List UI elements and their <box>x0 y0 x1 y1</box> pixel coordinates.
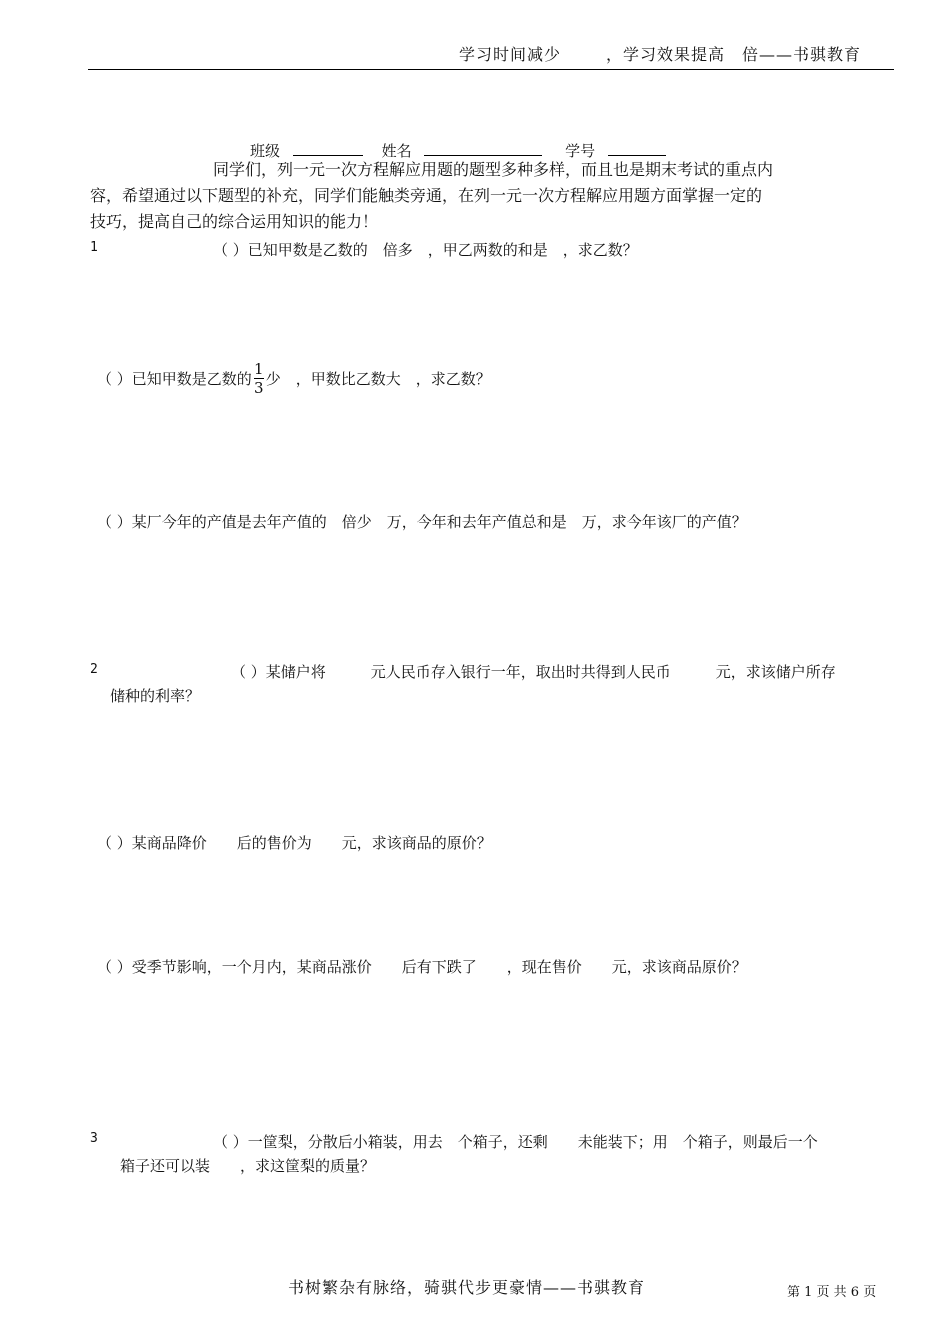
class-label: 班级 <box>250 142 281 160</box>
question-1-2-suffix: 少 ，甲数比乙数大 ，求乙数？ <box>265 370 491 388</box>
name-label: 姓名 <box>381 142 412 160</box>
fraction-numerator: 1 <box>254 360 264 378</box>
question-3-1-line-1: （ ）一筐梨，分散后小箱装，用去 个箱子，还剩 未能装下；用 个箱子，则最后一个 <box>213 1133 818 1151</box>
question-3-1-line-2: 箱子还可以装 ，求这筐梨的质量？ <box>120 1157 376 1175</box>
question-1-2 <box>97 360 491 397</box>
section-1-heading <box>100 240 175 259</box>
question-2-2: （ ）某商品降价 后的售价为 元，求该商品的原价？ <box>97 834 492 852</box>
question-2-1-line-1: （ ）某储户将 元人民币存入银行一年，取出时共得到人民币 元，求该储户所存 <box>231 663 836 681</box>
intro-line-2: 容，希望通过以下题型的补充，同学们能触类旁通，在列一元一次方程解应用题方面掌握一定的 <box>90 186 763 205</box>
section-3-number: 3 <box>90 1131 98 1146</box>
fraction-denominator: 3 <box>254 379 264 397</box>
id-label: 学号 <box>565 142 596 160</box>
footer-motto: 书树繁杂有脉络，骑骐代步更豪情——书骐教育 <box>288 1278 646 1297</box>
name-blank <box>424 155 542 156</box>
intro-line-1: 同学们，列一元一次方程解应用题的题型多种多样，而且也是期末考试的重点内 <box>213 160 774 179</box>
question-2-3: （ ）受季节影响，一个月内，某商品涨价 后有下跌了 ，现在售价 元，求该商品原价？ <box>97 958 747 976</box>
section-1-number: 1 <box>90 240 98 255</box>
fraction-one-third <box>254 360 264 397</box>
class-blank <box>293 155 363 156</box>
page-number: 第 1 页 共 6 页 <box>787 1285 877 1300</box>
intro-line-3: 技巧，提高自己的综合运用知识的能力！ <box>90 212 379 231</box>
question-1-1: （ ）已知甲数是乙数的 倍多 ，甲乙两数的和是 ，求乙数？ <box>213 241 638 259</box>
section-2-number: 2 <box>90 662 98 677</box>
header-divider <box>88 69 894 70</box>
header-right-text: ，学习效果提高 倍——书骐教育 <box>606 45 862 64</box>
question-1-3: （ ）某厂今年的产值是去年产值的 倍少 万，今年和去年产值总和是 万，求今年该厂的产值？ <box>97 513 747 531</box>
id-blank <box>608 155 666 156</box>
question-1-2-prefix: （ ）已知甲数是乙数的 <box>97 370 252 388</box>
question-2-1-line-2: 储种的利率？ <box>110 687 201 705</box>
header-left-text: 学习时间减少 <box>459 45 562 64</box>
